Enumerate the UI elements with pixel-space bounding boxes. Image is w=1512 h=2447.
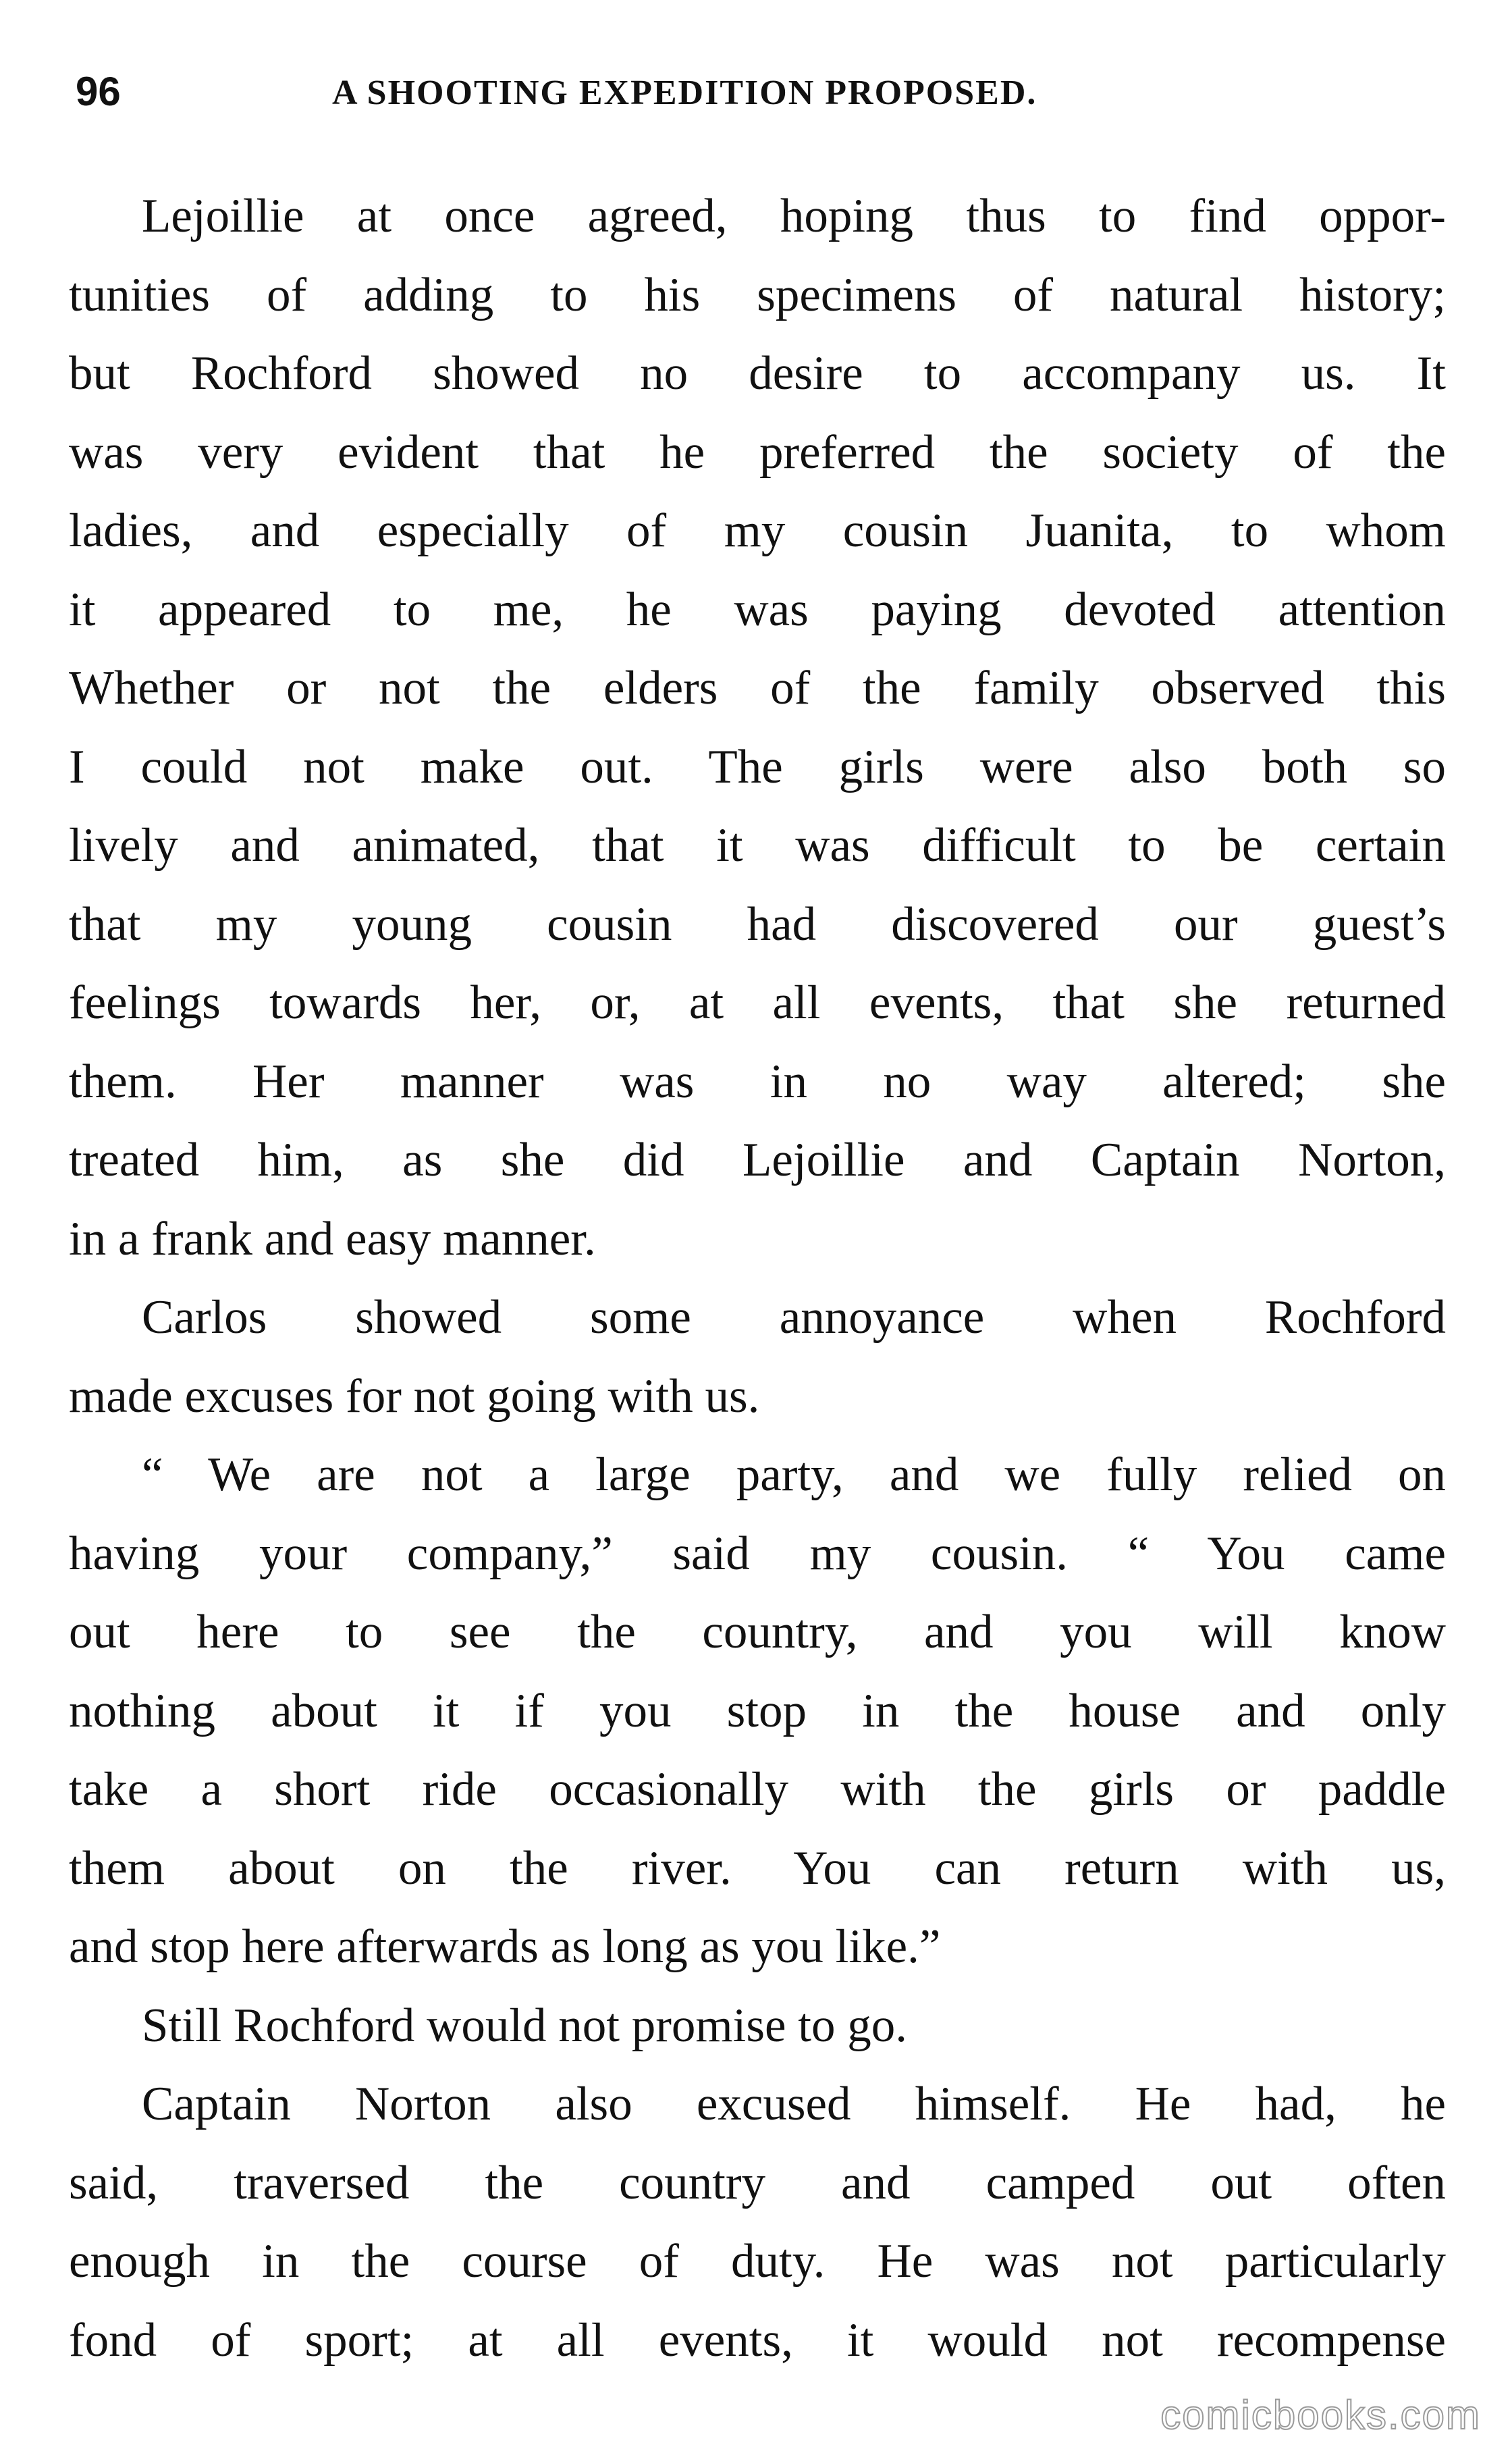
text-line: and stop here afterwards as long as you like.” [69, 1920, 941, 1973]
text-line: treated him, as she did Lejoillie and Captain Norton, [69, 1134, 1446, 1186]
text-line: that my young cousin had discovered our guest’s [69, 897, 1446, 951]
text-line: Lejoillie at once agreed, hoping thus to find oppor- [142, 190, 1446, 242]
body-text [69, 177, 1446, 2367]
page-number: 96 [76, 69, 121, 114]
text-line: in a frank and easy manner. [69, 1212, 596, 1265]
text-line: said, traversed the country and camped out often [69, 2156, 1446, 2209]
text-line: tunities of adding to his specimens of natural history; [69, 268, 1446, 321]
text-line: lively and animated, that it was difficult to be certain [69, 819, 1446, 872]
text-line: Still Rochford would not promise to go. [142, 1999, 907, 2052]
text-line: fond of sport; at all events, it would not recompense [69, 2313, 1446, 2367]
text-line: ladies, and especially of my cousin Juanita, to whom [69, 504, 1446, 557]
text-line: it appeared to me, he was paying devoted attention [69, 583, 1446, 636]
text-line: feelings towards her, or, at all events, that she returned [69, 976, 1446, 1029]
text-line: “ We are not a large party, and we fully relied on [142, 1448, 1446, 1501]
text-line: I could not make out. The girls were also both so [69, 740, 1446, 793]
text-line: was very evident that he preferred the society of the [69, 425, 1446, 479]
text-line: them. Her manner was in no way altered; she [69, 1055, 1446, 1108]
page-header [76, 65, 1453, 126]
text-line: nothing about it if you stop in the house and only [69, 1684, 1446, 1737]
text-line: out here to see the country, and you will know [69, 1606, 1446, 1658]
text-line: made excuses for not going with us. [69, 1369, 760, 1423]
text-line: enough in the course of duty. He was not particularly [69, 2235, 1446, 2288]
text-line: but Rochford showed no desire to accompany us. It [69, 347, 1446, 400]
text-line: Carlos showed some annoyance when Rochford [142, 1291, 1446, 1344]
watermark: comicbooks.com [1160, 2392, 1481, 2438]
running-head: A SHOOTING EXPEDITION PROPOSED. [332, 74, 1037, 112]
text-line: having your company,” said my cousin. “ You came [69, 1527, 1446, 1580]
text-line: Captain Norton also excused himself. He had, he [142, 2078, 1446, 2130]
text-line: them about on the river. You can return with us, [69, 1841, 1446, 1895]
text-line: take a short ride occasionally with the girls or paddle [69, 1763, 1446, 1816]
text-line: Whether or not the elders of the family observed this [69, 662, 1446, 714]
